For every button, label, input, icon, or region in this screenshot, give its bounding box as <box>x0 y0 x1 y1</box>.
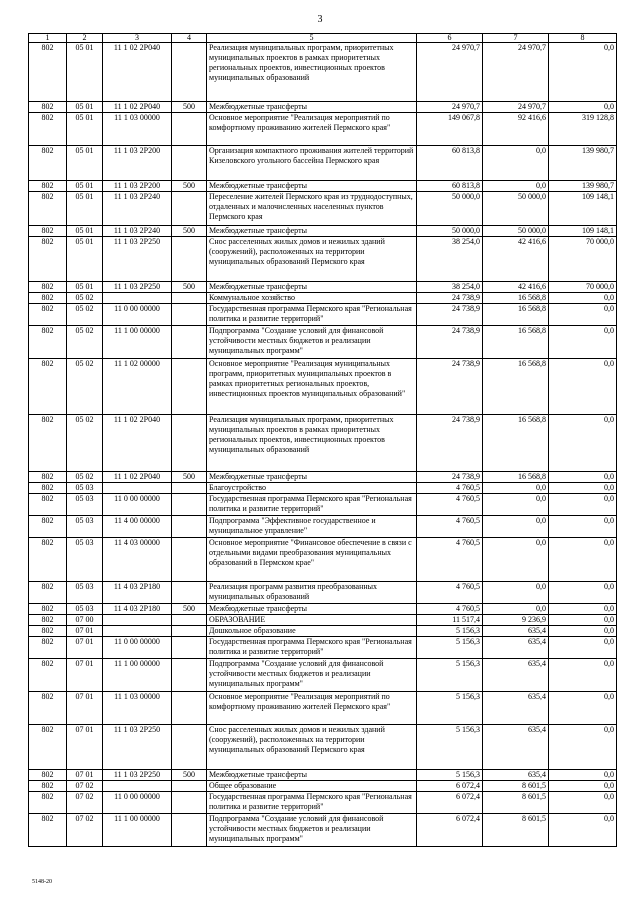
cell-amount-3: 0,0 <box>549 494 617 516</box>
cell-description: Благоустройство <box>207 483 417 494</box>
cell-expense-type: 500 <box>172 472 207 483</box>
cell-amount-2: 16 568,8 <box>483 293 549 304</box>
cell-admin-code: 802 <box>29 792 67 814</box>
cell-amount-2: 0,0 <box>483 494 549 516</box>
cell-description: Межбюджетные трансферты <box>207 770 417 781</box>
cell-amount-2: 635,4 <box>483 659 549 692</box>
cell-amount-3: 0,0 <box>549 659 617 692</box>
cell-section: 07 01 <box>67 626 103 637</box>
cell-amount-3: 319 128,8 <box>549 113 617 146</box>
cell-admin-code: 802 <box>29 770 67 781</box>
table-row <box>29 538 617 582</box>
cell-amount-3: 0,0 <box>549 626 617 637</box>
cell-amount-3: 0,0 <box>549 359 617 415</box>
footer-code: 5148-20 <box>32 879 52 885</box>
cell-admin-code: 802 <box>29 359 67 415</box>
cell-admin-code: 802 <box>29 293 67 304</box>
cell-description: ОБРАЗОВАНИЕ <box>207 615 417 626</box>
header-cell: 6 <box>417 34 483 43</box>
cell-amount-1: 5 156,3 <box>417 659 483 692</box>
cell-admin-code: 802 <box>29 781 67 792</box>
cell-target-article: 11 0 00 00000 <box>103 304 172 326</box>
cell-expense-type <box>172 792 207 814</box>
cell-amount-3: 0,0 <box>549 516 617 538</box>
cell-amount-1: 5 156,3 <box>417 770 483 781</box>
cell-target-article: 11 1 03 2P250 <box>103 770 172 781</box>
cell-amount-3: 0,0 <box>549 692 617 725</box>
cell-target-article <box>103 483 172 494</box>
cell-admin-code: 802 <box>29 113 67 146</box>
cell-section: 05 03 <box>67 538 103 582</box>
cell-admin-code: 802 <box>29 814 67 847</box>
cell-section: 05 03 <box>67 604 103 615</box>
cell-amount-2: 16 568,8 <box>483 304 549 326</box>
table-row <box>29 814 617 847</box>
table-row <box>29 237 617 282</box>
cell-admin-code: 802 <box>29 659 67 692</box>
table-row <box>29 293 617 304</box>
table-row <box>29 615 617 626</box>
table-row <box>29 516 617 538</box>
cell-amount-1: 4 760,5 <box>417 516 483 538</box>
table-row <box>29 226 617 237</box>
cell-amount-3: 0,0 <box>549 483 617 494</box>
cell-amount-3: 0,0 <box>549 293 617 304</box>
cell-expense-type <box>172 626 207 637</box>
cell-amount-1: 149 067,8 <box>417 113 483 146</box>
cell-expense-type <box>172 415 207 472</box>
cell-amount-2: 0,0 <box>483 146 549 181</box>
cell-amount-2: 8 601,5 <box>483 781 549 792</box>
table-row <box>29 659 617 692</box>
cell-expense-type: 500 <box>172 226 207 237</box>
cell-admin-code: 802 <box>29 282 67 293</box>
cell-amount-1: 50 000,0 <box>417 192 483 226</box>
cell-description: Основное мероприятие "Финансовое обеспечение в связи с отдельными видами преобразования муниципальных образований в Пермском крае" <box>207 538 417 582</box>
cell-description: Межбюджетные трансферты <box>207 181 417 192</box>
cell-amount-1: 24 738,9 <box>417 293 483 304</box>
cell-amount-3: 0,0 <box>549 415 617 472</box>
cell-amount-2: 92 416,6 <box>483 113 549 146</box>
cell-amount-3: 0,0 <box>549 582 617 604</box>
cell-target-article: 11 1 00 00000 <box>103 814 172 847</box>
cell-section: 07 01 <box>67 692 103 725</box>
cell-description: Общее образование <box>207 781 417 792</box>
cell-amount-1: 38 254,0 <box>417 237 483 282</box>
cell-amount-3: 0,0 <box>549 814 617 847</box>
cell-admin-code: 802 <box>29 146 67 181</box>
table-row <box>29 494 617 516</box>
budget-table <box>28 33 617 847</box>
cell-section: 07 02 <box>67 814 103 847</box>
cell-amount-3: 70 000,0 <box>549 282 617 293</box>
header-cell: 2 <box>67 34 103 43</box>
cell-description: Подпрограмма "Создание условий для финансовой устойчивости местных бюджетов и реализации муниципальных программ" <box>207 814 417 847</box>
cell-expense-type <box>172 359 207 415</box>
cell-amount-3: 0,0 <box>549 538 617 582</box>
cell-amount-1: 24 738,9 <box>417 472 483 483</box>
cell-target-article <box>103 615 172 626</box>
cell-expense-type <box>172 781 207 792</box>
cell-amount-3: 0,0 <box>549 43 617 102</box>
cell-admin-code: 802 <box>29 637 67 659</box>
cell-amount-2: 0,0 <box>483 604 549 615</box>
header-cell: 1 <box>29 34 67 43</box>
cell-description: Основное мероприятие "Реализация муниципальных программ, приоритетных муниципальных проектов в рамках приоритетных региональных проектов, инвестиционных проектов муниципальных образований" <box>207 359 417 415</box>
cell-expense-type <box>172 304 207 326</box>
cell-target-article: 11 1 02 2P040 <box>103 415 172 472</box>
cell-description: Государственная программа Пермского края "Региональная политика и развитие территорий" <box>207 304 417 326</box>
cell-target-article: 11 1 03 00000 <box>103 692 172 725</box>
cell-amount-1: 50 000,0 <box>417 226 483 237</box>
cell-target-article: 11 1 00 00000 <box>103 659 172 692</box>
table-row <box>29 725 617 770</box>
table-row <box>29 282 617 293</box>
table-row <box>29 692 617 725</box>
cell-expense-type: 500 <box>172 282 207 293</box>
header-cell: 3 <box>103 34 172 43</box>
cell-amount-2: 0,0 <box>483 516 549 538</box>
table-row <box>29 415 617 472</box>
cell-expense-type <box>172 814 207 847</box>
cell-amount-2: 635,4 <box>483 626 549 637</box>
cell-amount-3: 0,0 <box>549 725 617 770</box>
cell-amount-1: 6 072,4 <box>417 792 483 814</box>
cell-admin-code: 802 <box>29 237 67 282</box>
cell-amount-2: 42 416,6 <box>483 237 549 282</box>
cell-amount-2: 0,0 <box>483 483 549 494</box>
cell-admin-code: 802 <box>29 102 67 113</box>
cell-admin-code: 802 <box>29 181 67 192</box>
table-body <box>29 43 617 847</box>
cell-target-article: 11 1 02 2P040 <box>103 102 172 113</box>
cell-expense-type: 500 <box>172 770 207 781</box>
cell-amount-1: 11 517,4 <box>417 615 483 626</box>
header-row <box>29 34 617 43</box>
cell-target-article <box>103 293 172 304</box>
cell-amount-1: 5 156,3 <box>417 637 483 659</box>
cell-expense-type <box>172 43 207 102</box>
table-row <box>29 582 617 604</box>
cell-amount-1: 5 156,3 <box>417 626 483 637</box>
cell-target-article: 11 1 02 2P040 <box>103 472 172 483</box>
cell-expense-type <box>172 494 207 516</box>
cell-expense-type <box>172 483 207 494</box>
cell-expense-type <box>172 725 207 770</box>
cell-amount-3: 0,0 <box>549 304 617 326</box>
header-cell: 8 <box>549 34 617 43</box>
cell-target-article: 11 1 02 00000 <box>103 359 172 415</box>
cell-section: 05 02 <box>67 359 103 415</box>
cell-amount-3: 0,0 <box>549 102 617 113</box>
cell-section: 05 01 <box>67 237 103 282</box>
cell-amount-3: 0,0 <box>549 770 617 781</box>
cell-amount-2: 8 601,5 <box>483 792 549 814</box>
header-cell: 7 <box>483 34 549 43</box>
cell-expense-type: 500 <box>172 181 207 192</box>
cell-description: Межбюджетные трансферты <box>207 102 417 113</box>
cell-target-article: 11 1 03 2P250 <box>103 282 172 293</box>
cell-amount-2: 635,4 <box>483 637 549 659</box>
cell-admin-code: 802 <box>29 494 67 516</box>
cell-admin-code: 802 <box>29 43 67 102</box>
cell-target-article: 11 1 00 00000 <box>103 326 172 359</box>
cell-amount-1: 4 760,5 <box>417 494 483 516</box>
cell-amount-2: 16 568,8 <box>483 472 549 483</box>
cell-amount-2: 635,4 <box>483 770 549 781</box>
cell-description: Межбюджетные трансферты <box>207 472 417 483</box>
table-row <box>29 637 617 659</box>
cell-target-article <box>103 626 172 637</box>
cell-amount-2: 50 000,0 <box>483 226 549 237</box>
cell-expense-type: 500 <box>172 102 207 113</box>
cell-expense-type <box>172 293 207 304</box>
cell-amount-2: 24 970,7 <box>483 102 549 113</box>
cell-target-article: 11 1 03 2P200 <box>103 146 172 181</box>
cell-amount-1: 60 813,8 <box>417 146 483 181</box>
cell-amount-1: 4 760,5 <box>417 582 483 604</box>
cell-amount-1: 24 738,9 <box>417 304 483 326</box>
cell-section: 07 01 <box>67 637 103 659</box>
cell-admin-code: 802 <box>29 725 67 770</box>
cell-description: Реализация программ развития преобразованных муниципальных образований <box>207 582 417 604</box>
cell-amount-2: 9 236,9 <box>483 615 549 626</box>
cell-amount-1: 4 760,5 <box>417 538 483 582</box>
cell-admin-code: 802 <box>29 226 67 237</box>
cell-description: Государственная программа Пермского края "Региональная политика и развитие территорий" <box>207 792 417 814</box>
cell-section: 07 02 <box>67 792 103 814</box>
cell-section: 05 02 <box>67 293 103 304</box>
cell-description: Подпрограмма "Эффективное государственное и муниципальное управление" <box>207 516 417 538</box>
cell-amount-2: 635,4 <box>483 725 549 770</box>
cell-amount-3: 0,0 <box>549 604 617 615</box>
table-row <box>29 472 617 483</box>
cell-target-article: 11 4 03 2P180 <box>103 604 172 615</box>
cell-admin-code: 802 <box>29 304 67 326</box>
cell-amount-2: 8 601,5 <box>483 814 549 847</box>
cell-section: 05 03 <box>67 494 103 516</box>
cell-description: Основное мероприятие "Реализация мероприятий по комфортному проживанию жителей Пермского края" <box>207 692 417 725</box>
cell-section: 05 01 <box>67 102 103 113</box>
cell-expense-type: 500 <box>172 604 207 615</box>
cell-amount-3: 0,0 <box>549 792 617 814</box>
cell-section: 07 00 <box>67 615 103 626</box>
cell-description: Основное мероприятие "Реализация мероприятий по комфортному проживанию жителей Пермского края" <box>207 113 417 146</box>
table-row <box>29 781 617 792</box>
table-row <box>29 304 617 326</box>
cell-expense-type <box>172 659 207 692</box>
cell-expense-type <box>172 192 207 226</box>
cell-target-article <box>103 781 172 792</box>
cell-amount-1: 4 760,5 <box>417 483 483 494</box>
cell-description: Государственная программа Пермского края "Региональная политика и развитие территорий" <box>207 637 417 659</box>
cell-description: Государственная программа Пермского края "Региональная политика и развитие территорий" <box>207 494 417 516</box>
table-row <box>29 770 617 781</box>
cell-section: 07 01 <box>67 725 103 770</box>
cell-admin-code: 802 <box>29 415 67 472</box>
table-row <box>29 192 617 226</box>
cell-target-article: 11 4 03 00000 <box>103 538 172 582</box>
cell-expense-type <box>172 538 207 582</box>
cell-description: Межбюджетные трансферты <box>207 282 417 293</box>
cell-admin-code: 802 <box>29 538 67 582</box>
cell-amount-1: 24 970,7 <box>417 102 483 113</box>
table-row <box>29 146 617 181</box>
cell-section: 07 02 <box>67 781 103 792</box>
cell-amount-3: 0,0 <box>549 781 617 792</box>
cell-target-article: 11 0 00 00000 <box>103 494 172 516</box>
cell-target-article: 11 1 03 2P250 <box>103 237 172 282</box>
header-cell: 5 <box>207 34 417 43</box>
cell-expense-type <box>172 692 207 725</box>
cell-amount-2: 0,0 <box>483 538 549 582</box>
table-row <box>29 483 617 494</box>
cell-amount-3: 70 000,0 <box>549 237 617 282</box>
cell-amount-1: 38 254,0 <box>417 282 483 293</box>
cell-amount-1: 60 813,8 <box>417 181 483 192</box>
cell-section: 05 01 <box>67 113 103 146</box>
cell-section: 07 01 <box>67 770 103 781</box>
cell-amount-3: 109 148,1 <box>549 226 617 237</box>
cell-amount-1: 6 072,4 <box>417 814 483 847</box>
cell-amount-2: 24 970,7 <box>483 43 549 102</box>
cell-amount-1: 24 970,7 <box>417 43 483 102</box>
cell-target-article: 11 4 03 2P180 <box>103 582 172 604</box>
cell-expense-type <box>172 237 207 282</box>
cell-section: 05 02 <box>67 304 103 326</box>
cell-amount-1: 24 738,9 <box>417 359 483 415</box>
cell-amount-1: 5 156,3 <box>417 725 483 770</box>
table-row <box>29 43 617 102</box>
cell-target-article: 11 1 03 00000 <box>103 113 172 146</box>
cell-section: 05 03 <box>67 483 103 494</box>
cell-amount-2: 42 416,6 <box>483 282 549 293</box>
cell-amount-2: 50 000,0 <box>483 192 549 226</box>
cell-expense-type <box>172 113 207 146</box>
cell-amount-1: 5 156,3 <box>417 692 483 725</box>
cell-expense-type <box>172 637 207 659</box>
cell-target-article: 11 1 02 2P040 <box>103 43 172 102</box>
cell-description: Организация компактного проживания жителей территорий Кизеловского угольного бассейна Пермского края <box>207 146 417 181</box>
cell-description: Снос расселенных жилых домов и нежилых зданий (сооружений), расположенных на территории муниципальных образований Пермского края <box>207 237 417 282</box>
cell-amount-3: 109 148,1 <box>549 192 617 226</box>
cell-target-article: 11 0 00 00000 <box>103 792 172 814</box>
cell-expense-type <box>172 582 207 604</box>
table-row <box>29 792 617 814</box>
cell-admin-code: 802 <box>29 516 67 538</box>
table-row <box>29 626 617 637</box>
cell-description: Снос расселенных жилых домов и нежилых зданий (сооружений), расположенных на территории муниципальных образований Пермского края <box>207 725 417 770</box>
cell-admin-code: 802 <box>29 472 67 483</box>
cell-section: 05 02 <box>67 326 103 359</box>
header-cell: 4 <box>172 34 207 43</box>
cell-amount-3: 139 980,7 <box>549 146 617 181</box>
cell-section: 05 01 <box>67 282 103 293</box>
cell-amount-3: 0,0 <box>549 326 617 359</box>
cell-section: 05 01 <box>67 146 103 181</box>
cell-admin-code: 802 <box>29 626 67 637</box>
page-number: 3 <box>317 14 323 25</box>
cell-amount-3: 0,0 <box>549 637 617 659</box>
cell-target-article: 11 4 00 00000 <box>103 516 172 538</box>
cell-description: Реализация муниципальных программ, приоритетных муниципальных проектов в рамках приоритетных региональных проектов, инвестиционных проектов муниципальных образований <box>207 43 417 102</box>
cell-expense-type <box>172 516 207 538</box>
cell-section: 05 03 <box>67 516 103 538</box>
cell-section: 05 02 <box>67 472 103 483</box>
cell-section: 05 02 <box>67 415 103 472</box>
cell-amount-2: 16 568,8 <box>483 326 549 359</box>
cell-admin-code: 802 <box>29 326 67 359</box>
table-row <box>29 102 617 113</box>
cell-amount-1: 24 738,9 <box>417 326 483 359</box>
cell-target-article: 11 1 03 2P240 <box>103 226 172 237</box>
cell-admin-code: 802 <box>29 582 67 604</box>
cell-expense-type <box>172 615 207 626</box>
cell-target-article: 11 1 03 2P240 <box>103 192 172 226</box>
cell-description: Переселение жителей Пермского края из труднодоступных, отдаленных и малочисленных населенных пунктов Пермского края <box>207 192 417 226</box>
cell-section: 07 01 <box>67 659 103 692</box>
cell-amount-1: 6 072,4 <box>417 781 483 792</box>
table-row <box>29 604 617 615</box>
cell-section: 05 01 <box>67 226 103 237</box>
cell-expense-type <box>172 146 207 181</box>
cell-target-article: 11 1 03 2P200 <box>103 181 172 192</box>
cell-amount-2: 0,0 <box>483 181 549 192</box>
cell-description: Реализация муниципальных программ, приоритетных муниципальных проектов в рамках приоритетных региональных проектов, инвестиционных проектов муниципальных образований <box>207 415 417 472</box>
table-row <box>29 113 617 146</box>
table-row <box>29 359 617 415</box>
cell-admin-code: 802 <box>29 692 67 725</box>
cell-amount-2: 0,0 <box>483 582 549 604</box>
cell-section: 05 01 <box>67 43 103 102</box>
cell-expense-type <box>172 326 207 359</box>
cell-description: Подпрограмма "Создание условий для финансовой устойчивости местных бюджетов и реализации муниципальных программ" <box>207 326 417 359</box>
cell-description: Межбюджетные трансферты <box>207 604 417 615</box>
cell-description: Подпрограмма "Создание условий для финансовой устойчивости местных бюджетов и реализации муниципальных программ" <box>207 659 417 692</box>
cell-admin-code: 802 <box>29 604 67 615</box>
cell-target-article: 11 1 03 2P250 <box>103 725 172 770</box>
cell-description: Дошкольное образование <box>207 626 417 637</box>
cell-amount-1: 4 760,5 <box>417 604 483 615</box>
cell-section: 05 03 <box>67 582 103 604</box>
cell-amount-3: 0,0 <box>549 472 617 483</box>
cell-section: 05 01 <box>67 192 103 226</box>
cell-amount-2: 16 568,8 <box>483 359 549 415</box>
cell-amount-1: 24 738,9 <box>417 415 483 472</box>
cell-amount-2: 16 568,8 <box>483 415 549 472</box>
cell-admin-code: 802 <box>29 192 67 226</box>
cell-target-article: 11 0 00 00000 <box>103 637 172 659</box>
table-row <box>29 181 617 192</box>
cell-amount-2: 635,4 <box>483 692 549 725</box>
cell-description: Межбюджетные трансферты <box>207 226 417 237</box>
cell-section: 05 01 <box>67 181 103 192</box>
cell-admin-code: 802 <box>29 483 67 494</box>
cell-description: Коммунальное хозяйство <box>207 293 417 304</box>
table-row <box>29 326 617 359</box>
cell-amount-3: 139 980,7 <box>549 181 617 192</box>
cell-admin-code: 802 <box>29 615 67 626</box>
cell-amount-3: 0,0 <box>549 615 617 626</box>
